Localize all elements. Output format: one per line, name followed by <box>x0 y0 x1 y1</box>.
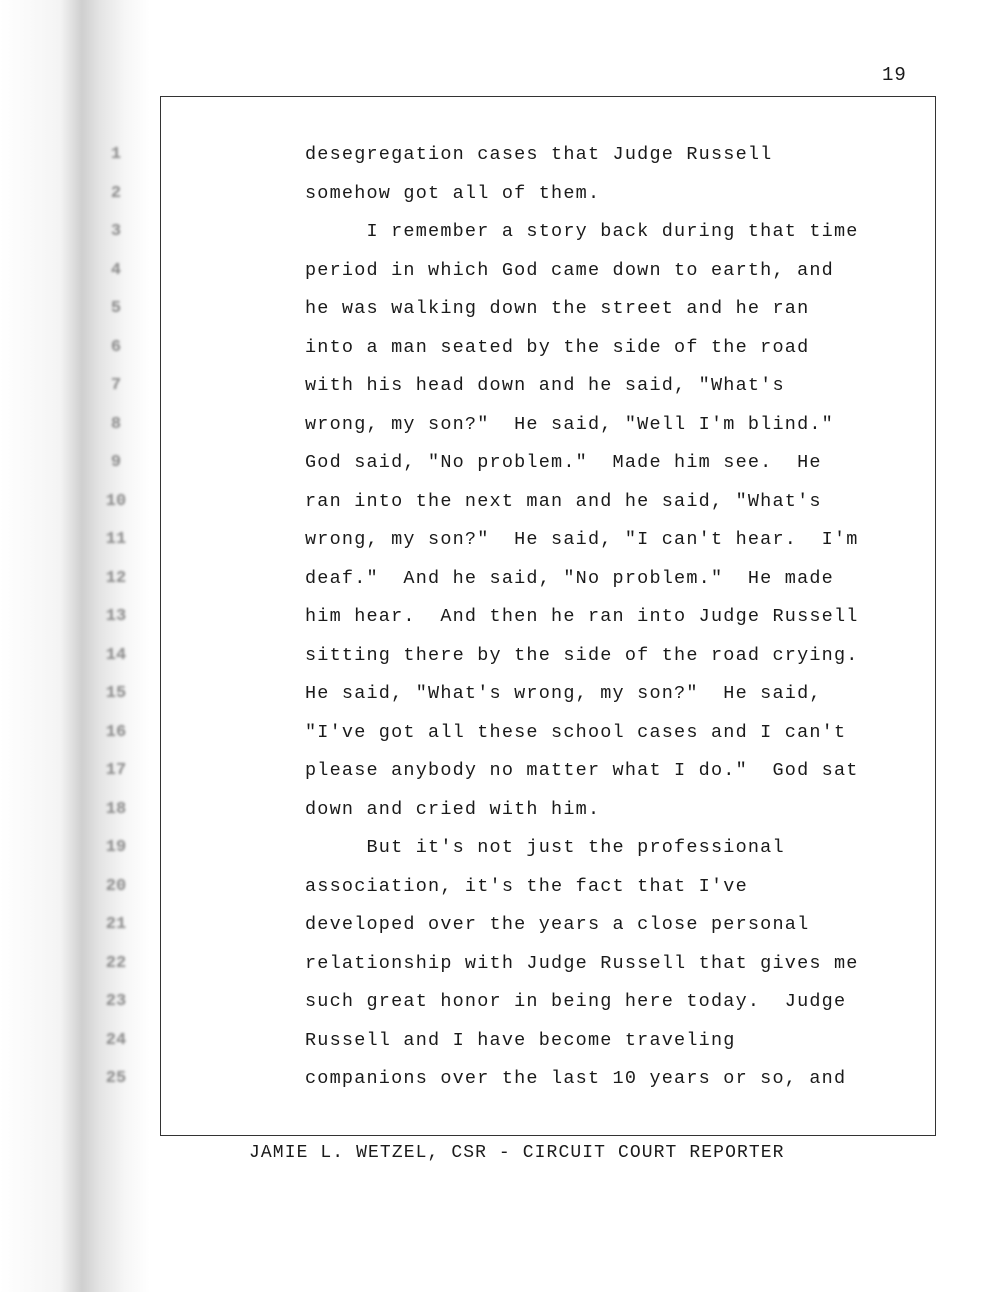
line-number: 25 <box>105 1069 127 1088</box>
line-number: 16 <box>105 722 127 742</box>
transcript-line: period in which God came down to earth, and <box>305 259 834 281</box>
line-number: 1 <box>110 145 122 164</box>
line-number: 19 <box>105 838 127 857</box>
transcript-line: he was walking down the street and he ran <box>305 298 810 319</box>
transcript-line: I remember a story back during that time <box>305 221 859 242</box>
transcript-line: with his head down and he said, "What's <box>305 375 785 396</box>
line-number: 18 <box>105 799 127 819</box>
transcript-line: sitting there by the side of the road crying. <box>305 644 859 666</box>
line-number: 9 <box>110 453 122 472</box>
line-number: 2 <box>110 183 122 203</box>
line-number: 15 <box>105 684 127 703</box>
transcript-line: ran into the next man and he said, "What's <box>305 490 822 512</box>
transcript-line: him hear. And then he ran into Judge Russell <box>305 606 859 627</box>
transcript-line: wrong, my son?" He said, "I can't hear. I'm <box>305 529 859 550</box>
line-number-column <box>96 136 136 1099</box>
line-number: 20 <box>105 876 127 896</box>
reporter-footer: JAMIE L. WETZEL, CSR - CIRCUIT COURT REPORTER <box>249 1143 785 1163</box>
line-number: 17 <box>105 761 127 780</box>
line-number: 14 <box>105 645 127 665</box>
line-number: 10 <box>105 491 127 511</box>
line-number: 3 <box>110 222 122 241</box>
transcript-line: please anybody no matter what I do." God sat <box>305 760 859 781</box>
line-number: 12 <box>105 568 127 588</box>
line-number: 5 <box>110 299 122 318</box>
line-number: 11 <box>105 530 127 549</box>
transcript-line: But it's not just the professional <box>305 837 785 858</box>
line-number: 21 <box>105 915 127 934</box>
transcript-line: Russell and I have become traveling <box>305 1029 736 1051</box>
transcript-line: association, it's the fact that I've <box>305 875 748 897</box>
transcript-line: relationship with Judge Russell that gives me <box>305 952 859 974</box>
line-number: 8 <box>110 414 122 434</box>
transcript-line: developed over the years a close personal <box>305 914 810 935</box>
transcript-line: "I've got all these school cases and I can't <box>305 721 847 743</box>
transcript-line: God said, "No problem." Made him see. He <box>305 452 822 473</box>
transcript-line: desegregation cases that Judge Russell <box>305 144 773 165</box>
transcript-line: into a man seated by the side of the road <box>305 336 810 358</box>
transcript-line: He said, "What's wrong, my son?" He said, <box>305 683 822 704</box>
line-number: 7 <box>110 376 122 395</box>
line-number: 6 <box>110 337 122 357</box>
transcript-body <box>305 136 905 1099</box>
page-number: 19 <box>882 64 907 86</box>
line-number: 4 <box>110 260 122 280</box>
line-number: 22 <box>105 953 127 973</box>
transcript-line: down and cried with him. <box>305 798 601 820</box>
transcript-line: companions over the last 10 years or so, and <box>305 1068 847 1089</box>
transcript-line: such great honor in being here today. Judge <box>305 991 847 1012</box>
transcript-line: somehow got all of them. <box>305 182 601 204</box>
transcript-line: deaf." And he said, "No problem." He made <box>305 567 834 589</box>
transcript-line: wrong, my son?" He said, "Well I'm blind." <box>305 413 834 435</box>
line-number: 13 <box>105 607 127 626</box>
line-number: 23 <box>105 992 127 1011</box>
line-number: 24 <box>105 1030 127 1050</box>
